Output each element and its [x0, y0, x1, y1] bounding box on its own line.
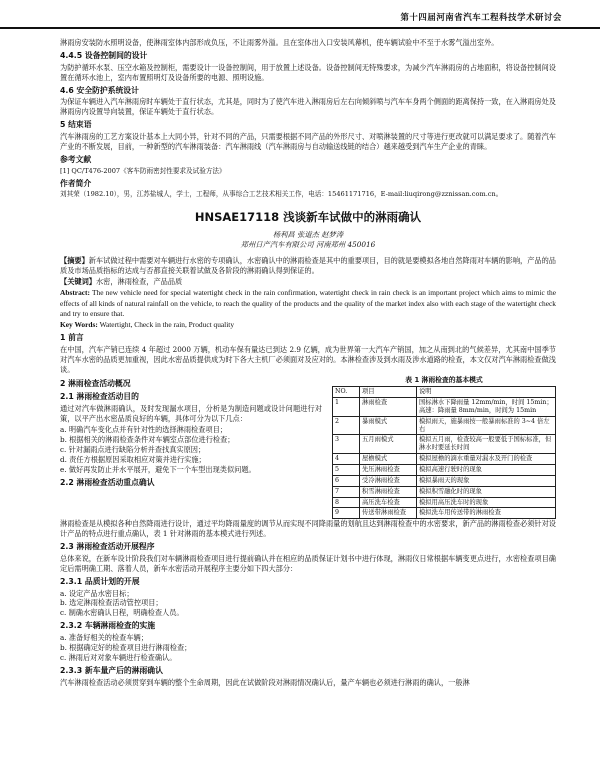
right-column	[332, 376, 556, 520]
section-title: 2.1 淋雨检查活动目的	[60, 392, 139, 402]
keywords-cn-text: 水密，淋雨检查，产品品质	[95, 277, 183, 287]
table-row	[333, 497, 556, 508]
prev-para: 淋雨房安装防水照明设备，使淋雨室体内部形成负压，不让雨雾外溢。且在室体出入口安装风幕机，使车辆试验中不至于水雾气溢出室外。	[60, 38, 499, 47]
table-cell: 积雪淋雨检查	[360, 486, 417, 497]
purpose-list	[60, 425, 322, 475]
article-title: HNSAE17118 浅谈新车试做中的淋雨确认	[194, 209, 422, 224]
section-title: 2.2 淋雨检查活动重点确认	[60, 477, 155, 487]
table-row	[333, 475, 556, 486]
table-cell: 模拟积雪融化时的现象	[417, 486, 556, 497]
header-rule	[0, 27, 600, 29]
section-title: 4.6 安全防护系统设计	[60, 85, 139, 95]
table-cell: 3	[333, 435, 360, 454]
list-item: c. 针对漏雨点进行缺陷分析并查找真实原因；	[60, 444, 206, 454]
rain-mode-table	[332, 386, 556, 519]
table-cell: 五月雨模式	[360, 435, 417, 454]
section-title: 4.4.5 设备控制间的设计	[60, 50, 148, 60]
table-cell: 高压洗车检查	[360, 497, 417, 508]
table-header-row	[333, 387, 556, 398]
table-cell: 模拟洗车用传送带的淋雨检查	[417, 508, 556, 519]
author-bio-title: 作者简介	[60, 178, 92, 188]
table-cell: 6	[333, 475, 360, 486]
table-header-cell: 说明	[417, 387, 556, 398]
table-row	[333, 397, 556, 416]
section-text: 淋雨检查是从模拟各种自然降雨进行设计，通过平均降雨量度的调节从而实现不同降雨量的划航且达到淋雨检查中的水密要求，新产品的淋雨检查必须针对设计产品的特点进行重点确认，表 1 针对淋雨的基本模式进行列述。	[60, 519, 556, 539]
section-title: 2.3.3 新车量产后的淋雨确认	[60, 665, 163, 675]
section-text: 为保证车辆进入汽车淋雨房时车辆处于直行状态，尤其是，同时为了使汽车进入淋雨房后左右向倾斜喷与汽车车身两个侧面的距离保持一致，在入淋雨房处及淋雨房内设置导向装置，保证车辆处于直行状态。	[60, 97, 556, 117]
table-row	[333, 435, 556, 454]
abstract-en-text: The new vehicle need for special watertight check in the rain confirmation, watertight check in rain check is an important project which aims to mimic the effects of all kinds of natural rainfall on the vehicle, to reach the quality of the products and the quality of the market index also with each stage of the watertight check and try to ensure that.	[60, 288, 556, 318]
implementation-list	[60, 633, 556, 663]
table-cell: 7	[333, 486, 360, 497]
table-cell: 4	[333, 454, 360, 465]
table-cell: 淋雨检查	[360, 397, 417, 416]
reference-item: [1] QC/T476-2007《客车防雨密封性要求及试验方法》	[60, 166, 226, 175]
list-item: c. 淋雨后对对象车辆进行检查确认。	[60, 652, 177, 662]
section-title: 5 结束语	[60, 120, 92, 130]
table-row	[333, 464, 556, 475]
table-cell: 屋檐模式	[360, 454, 417, 465]
list-item: a. 明确汽车变化点并有针对性的选择淋雨检查项目；	[60, 425, 227, 435]
two-column-block	[60, 376, 556, 520]
table-cell: 5	[333, 464, 360, 475]
table-cell: 模拟高速行驶时的现象	[417, 464, 556, 475]
abstract-cn	[60, 256, 556, 276]
table-cell: 先压淋雨检查	[360, 464, 417, 475]
table-cell: 模拟五月雨，检查较高一般要低于国标标准，但淋水时要延长时间	[417, 435, 556, 454]
journal-header	[0, 0, 600, 30]
table-cell: 模拟暴雨天的现象	[417, 475, 556, 486]
keywords-en-text: Watertight, Check in the rain, Product quality	[99, 319, 235, 329]
section-title: 2.3 淋雨检查活动开展程序	[60, 542, 155, 552]
section-title: 2.3.2 车辆淋雨检查的实施	[60, 621, 156, 631]
section-text: 为防护循环水泵、压空水箱及控制柜，需要设计一设备控制间，用于放置上述设备。设备控制间无特殊要求，为减少汽车淋雨房的占地面积，将设备控制间设置在循环水池上，室内布置照明灯及设备所要的电源、照明设施。	[60, 62, 556, 82]
section-text: 在中国，汽车产销已连续 4 年超过 2000 万辆，机动车保有量达已到达 2.9 亿辆，成为世界第一大汽车产销国，加之从南到北的气候差异，尤其南中国季节对汽车水密的品质更加重视，因此水密品质提供成为时下各大主机厂必须面对及应对的。本淋检查涉及到水雨及涉水道路的检查，本文仅对汽车淋雨检查做浅谈。	[60, 344, 556, 374]
keywords-en	[60, 320, 556, 330]
section-text: 汽车淋雨检查活动必须贯穿到车辆的整个生命周期，因此在试做阶段对淋雨情况确认后，量产车辆也必须进行淋雨的确认，一般淋	[60, 677, 470, 687]
keywords-label: 【关键词】	[60, 277, 96, 287]
abstract-cn-text: 新车试做过程中需要对车辆进行水密的专项确认，水密确认中的淋雨检查是其中的重要项目，目的就是要模拟各地自然降雨对车辆的影响，产品的品质及市场品质指标的达成与否都直接关联着试做及各阶段的淋雨确认得到保证的。	[60, 256, 556, 276]
section-text: 通过对汽车做淋雨确认，及时发现漏水项目，分析是为制造问题或设计问题进行对策，以平产出水密品质良好的车辆，具体可分为以下几点：	[60, 404, 322, 424]
table-cell: 8	[333, 497, 360, 508]
table-cell: 模拟屋檐的滴水重量对漏水及开门的检查	[417, 454, 556, 465]
list-item: b. 根据确定好的检查项目进行淋雨检查；	[60, 643, 192, 653]
journal-title: 第十四届河南省汽车工程科技学术研讨会	[400, 12, 562, 22]
table-row	[333, 454, 556, 465]
keywords-en-label: Key Words:	[60, 319, 98, 329]
table-cell: 传送带淋雨检查	[360, 508, 417, 519]
table-caption: 表 1 淋雨检查的基本模式	[405, 375, 483, 384]
table-cell: 模拟用高压洗车时的现象	[417, 497, 556, 508]
table-cell: 1	[333, 397, 360, 416]
list-item: e. 做好再发防止并水平展开，避免下一个车型出现类似问题。	[60, 464, 256, 474]
left-column	[60, 376, 322, 520]
abstract-en-label: Abstract:	[60, 288, 90, 298]
abstract-label: 【摘要】	[60, 256, 89, 266]
table-header-cell: 项目	[360, 387, 417, 398]
table-cell: 暴雨模式	[360, 416, 417, 435]
list-item: a. 准备好相关的检查车辆；	[60, 633, 148, 643]
table-cell: 国标淋水下降雨量 12mm/min，时间 15min；高速：降雨量 8mm/min，时间为 15min	[417, 397, 556, 416]
section-text: 总体来说，在新车设计阶段我们对车辆淋雨检查项目进行提前确认并在相应的品质保证计划书中进行体现，淋雨仪日常根据车辆变更点进行，水密检查项目确定后需明确工期、落着人员，新车水密活动开展程序主要分如下四大部分：	[60, 553, 556, 573]
list-item: d. 责任方根据原因采取相应对策并进行实施；	[60, 454, 206, 464]
table-cell: 受冷淋雨检查	[360, 475, 417, 486]
author-bio: 刘其荣（1982.10），男，江苏盐城人，学士，工程师，从事综合工艺技术相关工作，电话：15461171716，E-mail:liuqirong@zznissan.com.cn。	[60, 190, 503, 199]
keywords-cn	[60, 277, 556, 287]
table-cell: 模拟雨天，施暴雨按一般暴雨标准的 3~4 倍左右	[417, 416, 556, 435]
plan-list	[60, 589, 556, 619]
table-cell: 9	[333, 508, 360, 519]
list-item: a. 设定产品水密目标；	[60, 588, 134, 598]
table-row	[333, 416, 556, 435]
table-cell: 2	[333, 416, 360, 435]
table-row	[333, 508, 556, 519]
article-affiliation: 郑州日产汽车有限公司 河南郑州 450016	[240, 240, 376, 250]
section-title: 2 淋雨检查活动概况	[60, 378, 131, 388]
article-authors: 杨利昌 张道杰 赵梦涛	[272, 230, 344, 240]
table-header-cell: NO.	[333, 387, 360, 398]
page-body	[60, 38, 556, 689]
section-title: 2.3.1 品质计划的开展	[60, 576, 140, 586]
list-item: b. 根据相关的淋雨检查条件对车辆室点部位进行检查；	[60, 435, 235, 445]
references-title: 参考文献	[60, 154, 92, 164]
section-title: 1 前言	[60, 333, 84, 343]
section-text: 汽车淋雨房的工艺方案设计基本上大同小异，针对不同的产品，只需要根据不同产品的外形尺寸、对喷淋装置的尺寸等进行更改就可以满足要求了。随着汽车产业的不断发展，目前，一种新型的汽车淋雨装备：汽车淋雨线（汽车淋雨房与自动输送线链的结合）越来越受到汽车生产企业的青睐。	[60, 131, 556, 151]
table-row	[333, 486, 556, 497]
list-item: b. 选定淋雨检查活动管控项目；	[60, 598, 163, 608]
list-item: c. 制确水密确认日程，明确检查人员。	[60, 608, 184, 618]
abstract-en	[60, 288, 556, 319]
